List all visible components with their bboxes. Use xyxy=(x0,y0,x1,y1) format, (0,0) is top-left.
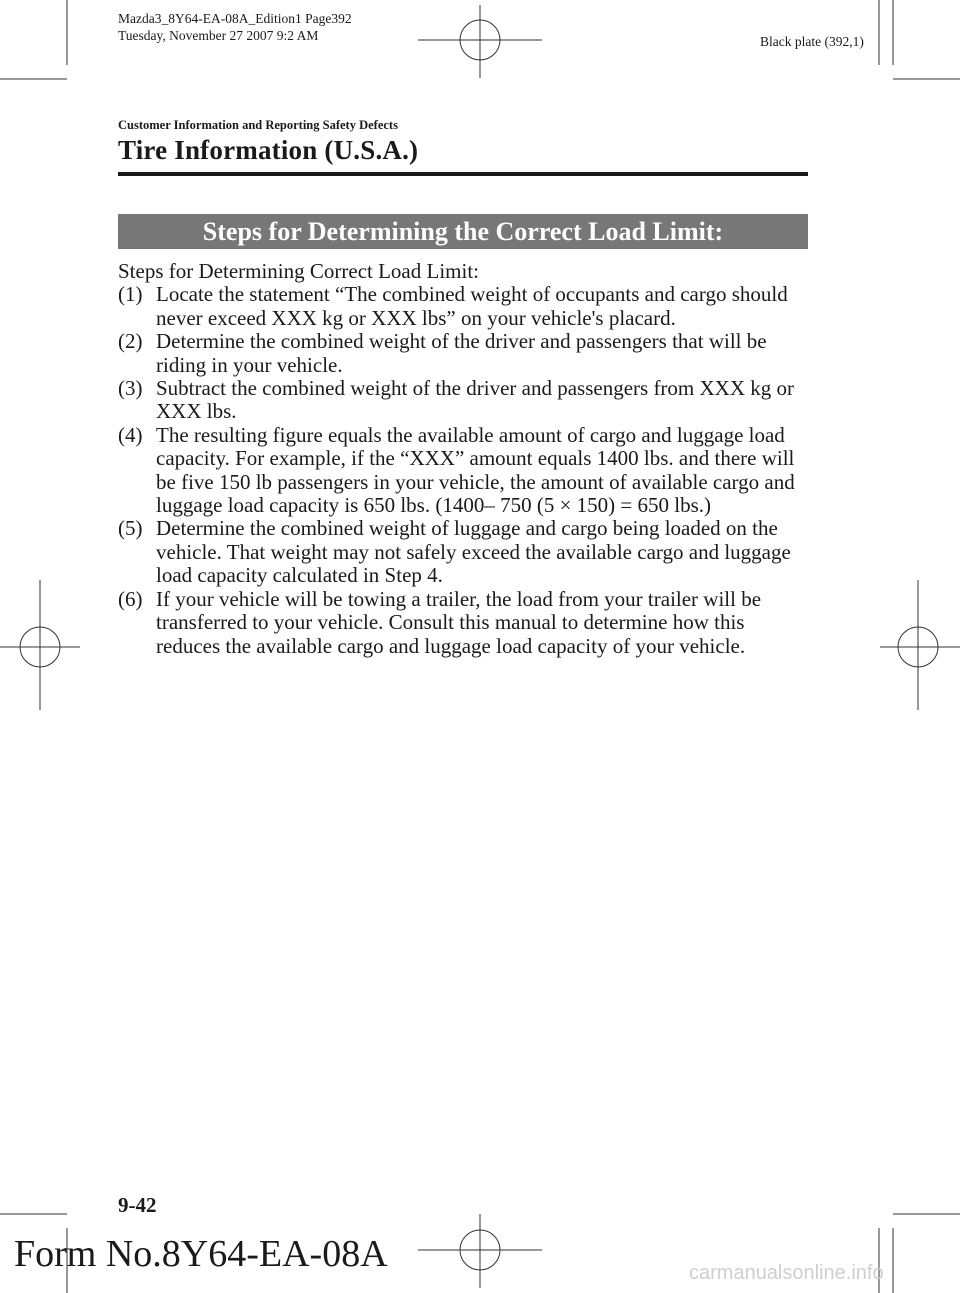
step-text: If your vehicle will be towing a trailer, the load from your trailer will be transferred to your vehicle. Consult this manual to determine how this reduces the available cargo and luggage load capacity of your vehicle. xyxy=(156,586,762,658)
watermark: carmanualsonline.info xyxy=(689,1262,884,1284)
intro-line: Steps for Determining Correct Load Limit: xyxy=(118,259,479,283)
print-meta-file: Mazda3_8Y64-EA-08A_Edition1 Page392 xyxy=(118,11,352,26)
step-number: (4) xyxy=(118,422,143,447)
step-text: Determine the combined weight of luggage and cargo being loaded on the vehicle. That weight may not safely exceed the available cargo and luggage load capacity calculated in Step 4. xyxy=(156,516,791,588)
plate-label: Black plate (392,1) xyxy=(760,34,864,49)
step-number: (2) xyxy=(118,329,143,354)
body-text xyxy=(118,260,812,658)
step-number: (5) xyxy=(118,516,143,541)
step-text: The resulting figure equals the available amount of cargo and luggage load capacity. For example, if the “XXX” amount equals 1400 lbs. and there will be five 150 lb passengers in your vehicle, the amount of available cargo and luggage load capacity is 650 lbs. (1400– 750 (5 × 150) = 650 lbs.) xyxy=(156,422,795,518)
page-title: Tire Information (U.S.A.) xyxy=(118,135,419,165)
form-number: Form No.8Y64-EA-08A xyxy=(14,1233,388,1275)
step-number: (6) xyxy=(118,586,143,611)
step-text: Subtract the combined weight of the driver and passengers from XXX kg or XXX lbs. xyxy=(156,376,794,424)
step-item xyxy=(118,330,812,377)
step-item xyxy=(118,424,812,518)
section-banner: Steps for Determining the Correct Load Limit: xyxy=(118,214,808,249)
step-item xyxy=(118,283,812,330)
step-item xyxy=(118,377,812,424)
print-meta-date: Tuesday, November 27 2007 9:2 AM xyxy=(118,28,319,43)
print-meta xyxy=(118,10,352,44)
step-item xyxy=(118,588,812,658)
title-rule xyxy=(118,172,808,176)
step-number: (3) xyxy=(118,376,143,401)
step-text: Locate the statement “The combined weight of occupants and cargo should never exceed XXX kg or XXX lbs” on your vehicle's placard. xyxy=(156,282,788,330)
section-label: Customer Information and Reporting Safety Defects xyxy=(118,118,398,132)
step-item xyxy=(118,517,812,587)
page-number: 9-42 xyxy=(118,1193,157,1217)
step-number: (1) xyxy=(118,282,143,307)
step-text: Determine the combined weight of the driver and passengers that will be riding in your vehicle. xyxy=(156,329,767,377)
